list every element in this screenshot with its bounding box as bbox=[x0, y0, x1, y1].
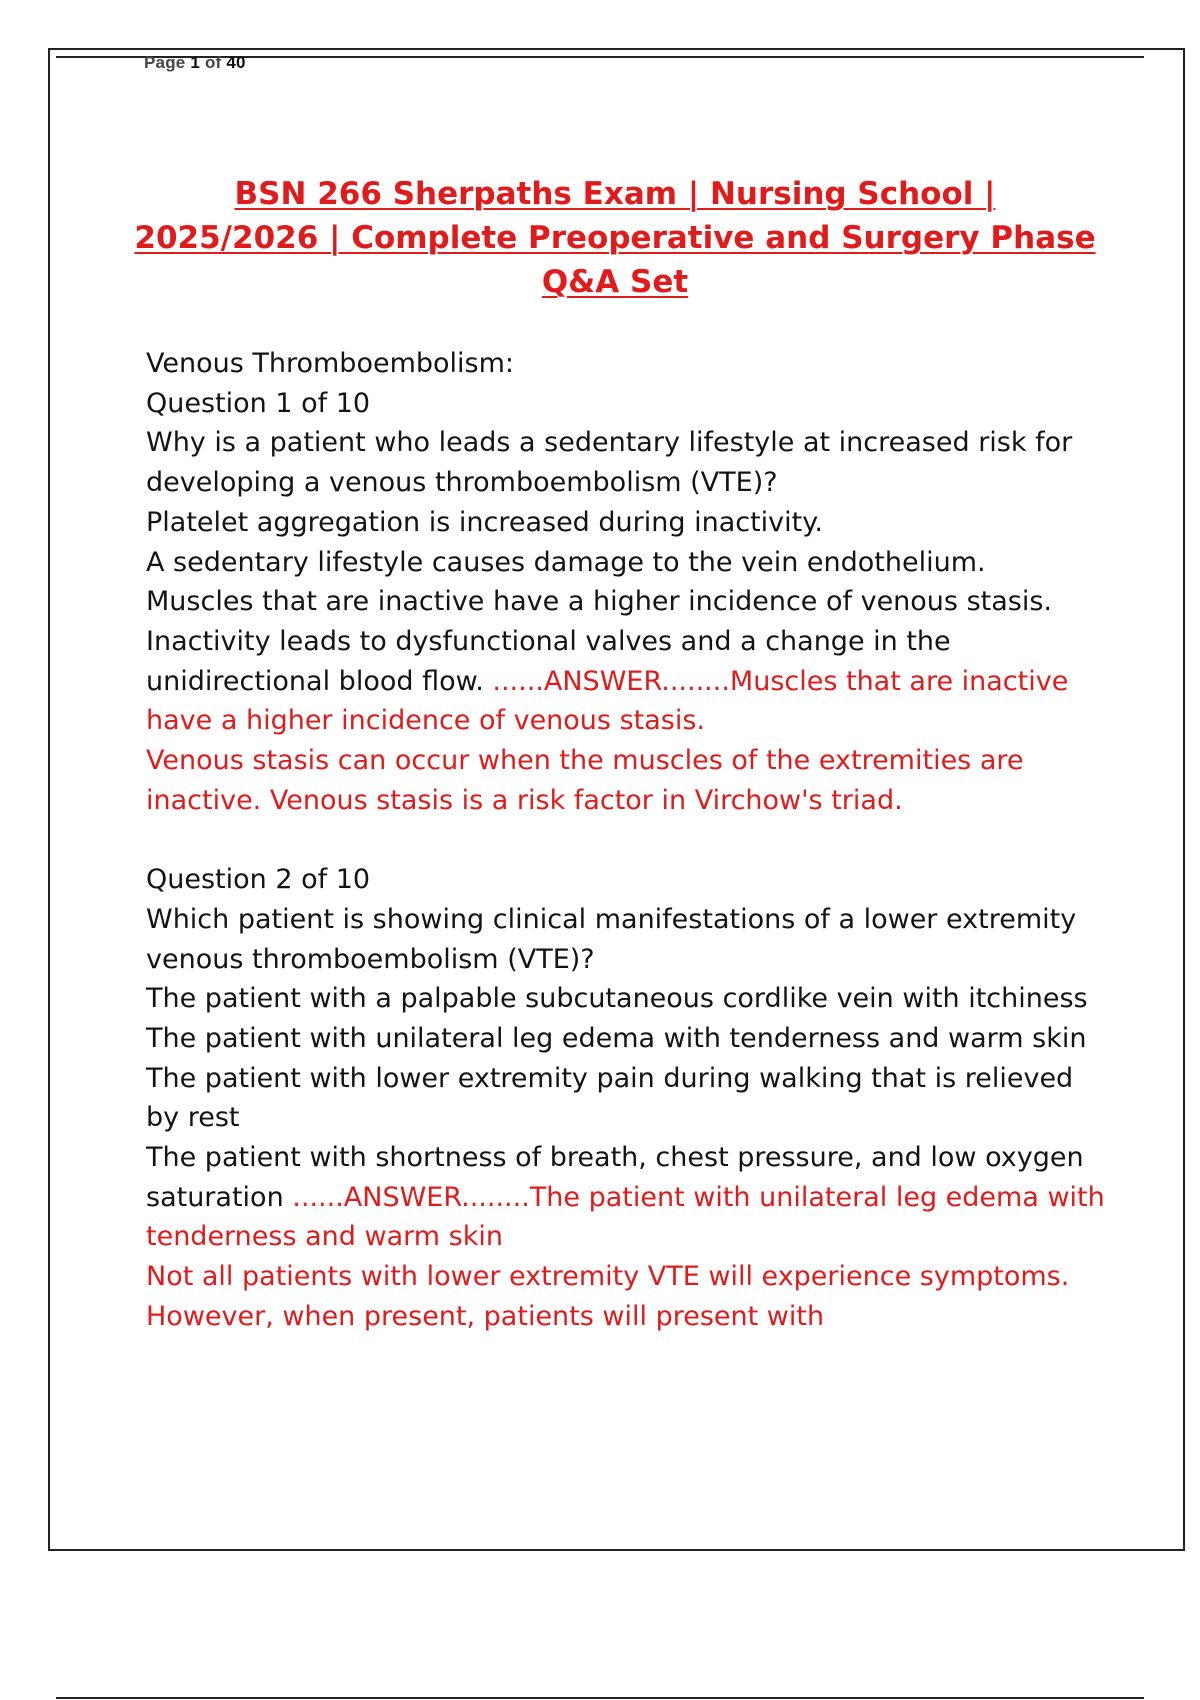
title-line-3: Q&A Set bbox=[541, 264, 689, 300]
document-title bbox=[120, 172, 1110, 304]
question-1-option-b: A sedentary lifestyle causes damage to the vein endothelium. bbox=[146, 546, 986, 578]
question-1-answer: ......ANSWER........Muscles that are inactive have a higher incidence of venous stasis. bbox=[146, 665, 1069, 737]
page-of: of bbox=[200, 53, 227, 72]
page-number bbox=[144, 53, 246, 73]
question-1-stem: Why is a patient who leads a sedentary lifestyle at increased risk for developing a venous thromboembolism (VTE)? bbox=[146, 427, 1073, 499]
question-1-label: Question 1 of 10 bbox=[146, 387, 371, 419]
section-heading: Venous Thromboembolism: bbox=[146, 348, 515, 379]
question-2-stem: Which patient is showing clinical manifestations of a lower extremity venous thromboembolism (VTE)? bbox=[146, 903, 1077, 975]
title-line-2: 2025/2026 | Complete Preoperative and Surgery Phase bbox=[134, 220, 1096, 256]
question-1-option-d: Inactivity leads to dysfunctional valves and a change in the unidirectional blood flow. bbox=[146, 625, 951, 697]
question-2-option-d-with-answer bbox=[146, 1138, 1106, 1257]
question-2-rationale: Not all patients with lower extremity VTE will experience symptoms. However, when present, patients will present with bbox=[146, 1261, 1070, 1332]
question-1-option-c: Muscles that are inactive have a higher incidence of venous stasis. bbox=[146, 586, 1052, 618]
title-line-1: BSN 266 Sherpaths Exam | Nursing School | bbox=[234, 176, 996, 212]
page-total: 40 bbox=[226, 53, 246, 72]
question-2-label: Question 2 of 10 bbox=[146, 864, 371, 896]
question-2-option-c: The patient with lower extremity pain during walking that is relieved by rest bbox=[146, 1062, 1074, 1134]
spacer bbox=[146, 820, 1106, 860]
page-prefix: Page bbox=[144, 53, 191, 72]
footer-rule bbox=[56, 1697, 1144, 1699]
question-2-option-b: The patient with unilateral leg edema with tenderness and warm skin bbox=[146, 1022, 1087, 1054]
question-2-option-d: The patient with shortness of breath, chest pressure, and low oxygen saturation bbox=[146, 1142, 1084, 1213]
question-1-option-d-with-answer bbox=[146, 622, 1106, 741]
question-2-option-a: The patient with a palpable subcutaneous cordlike vein with itchiness bbox=[146, 983, 1088, 1015]
page-current: 1 bbox=[190, 53, 201, 72]
document-body bbox=[146, 344, 1106, 1337]
question-1-option-a: Platelet aggregation is increased during inactivity. bbox=[146, 506, 823, 538]
question-2-answer: ......ANSWER........The patient with unilateral leg edema with tenderness and warm skin bbox=[146, 1181, 1105, 1253]
question-1-rationale: Venous stasis can occur when the muscles of the extremities are inactive. Venous stasis is a risk factor in Virchow's triad. bbox=[146, 745, 1024, 816]
